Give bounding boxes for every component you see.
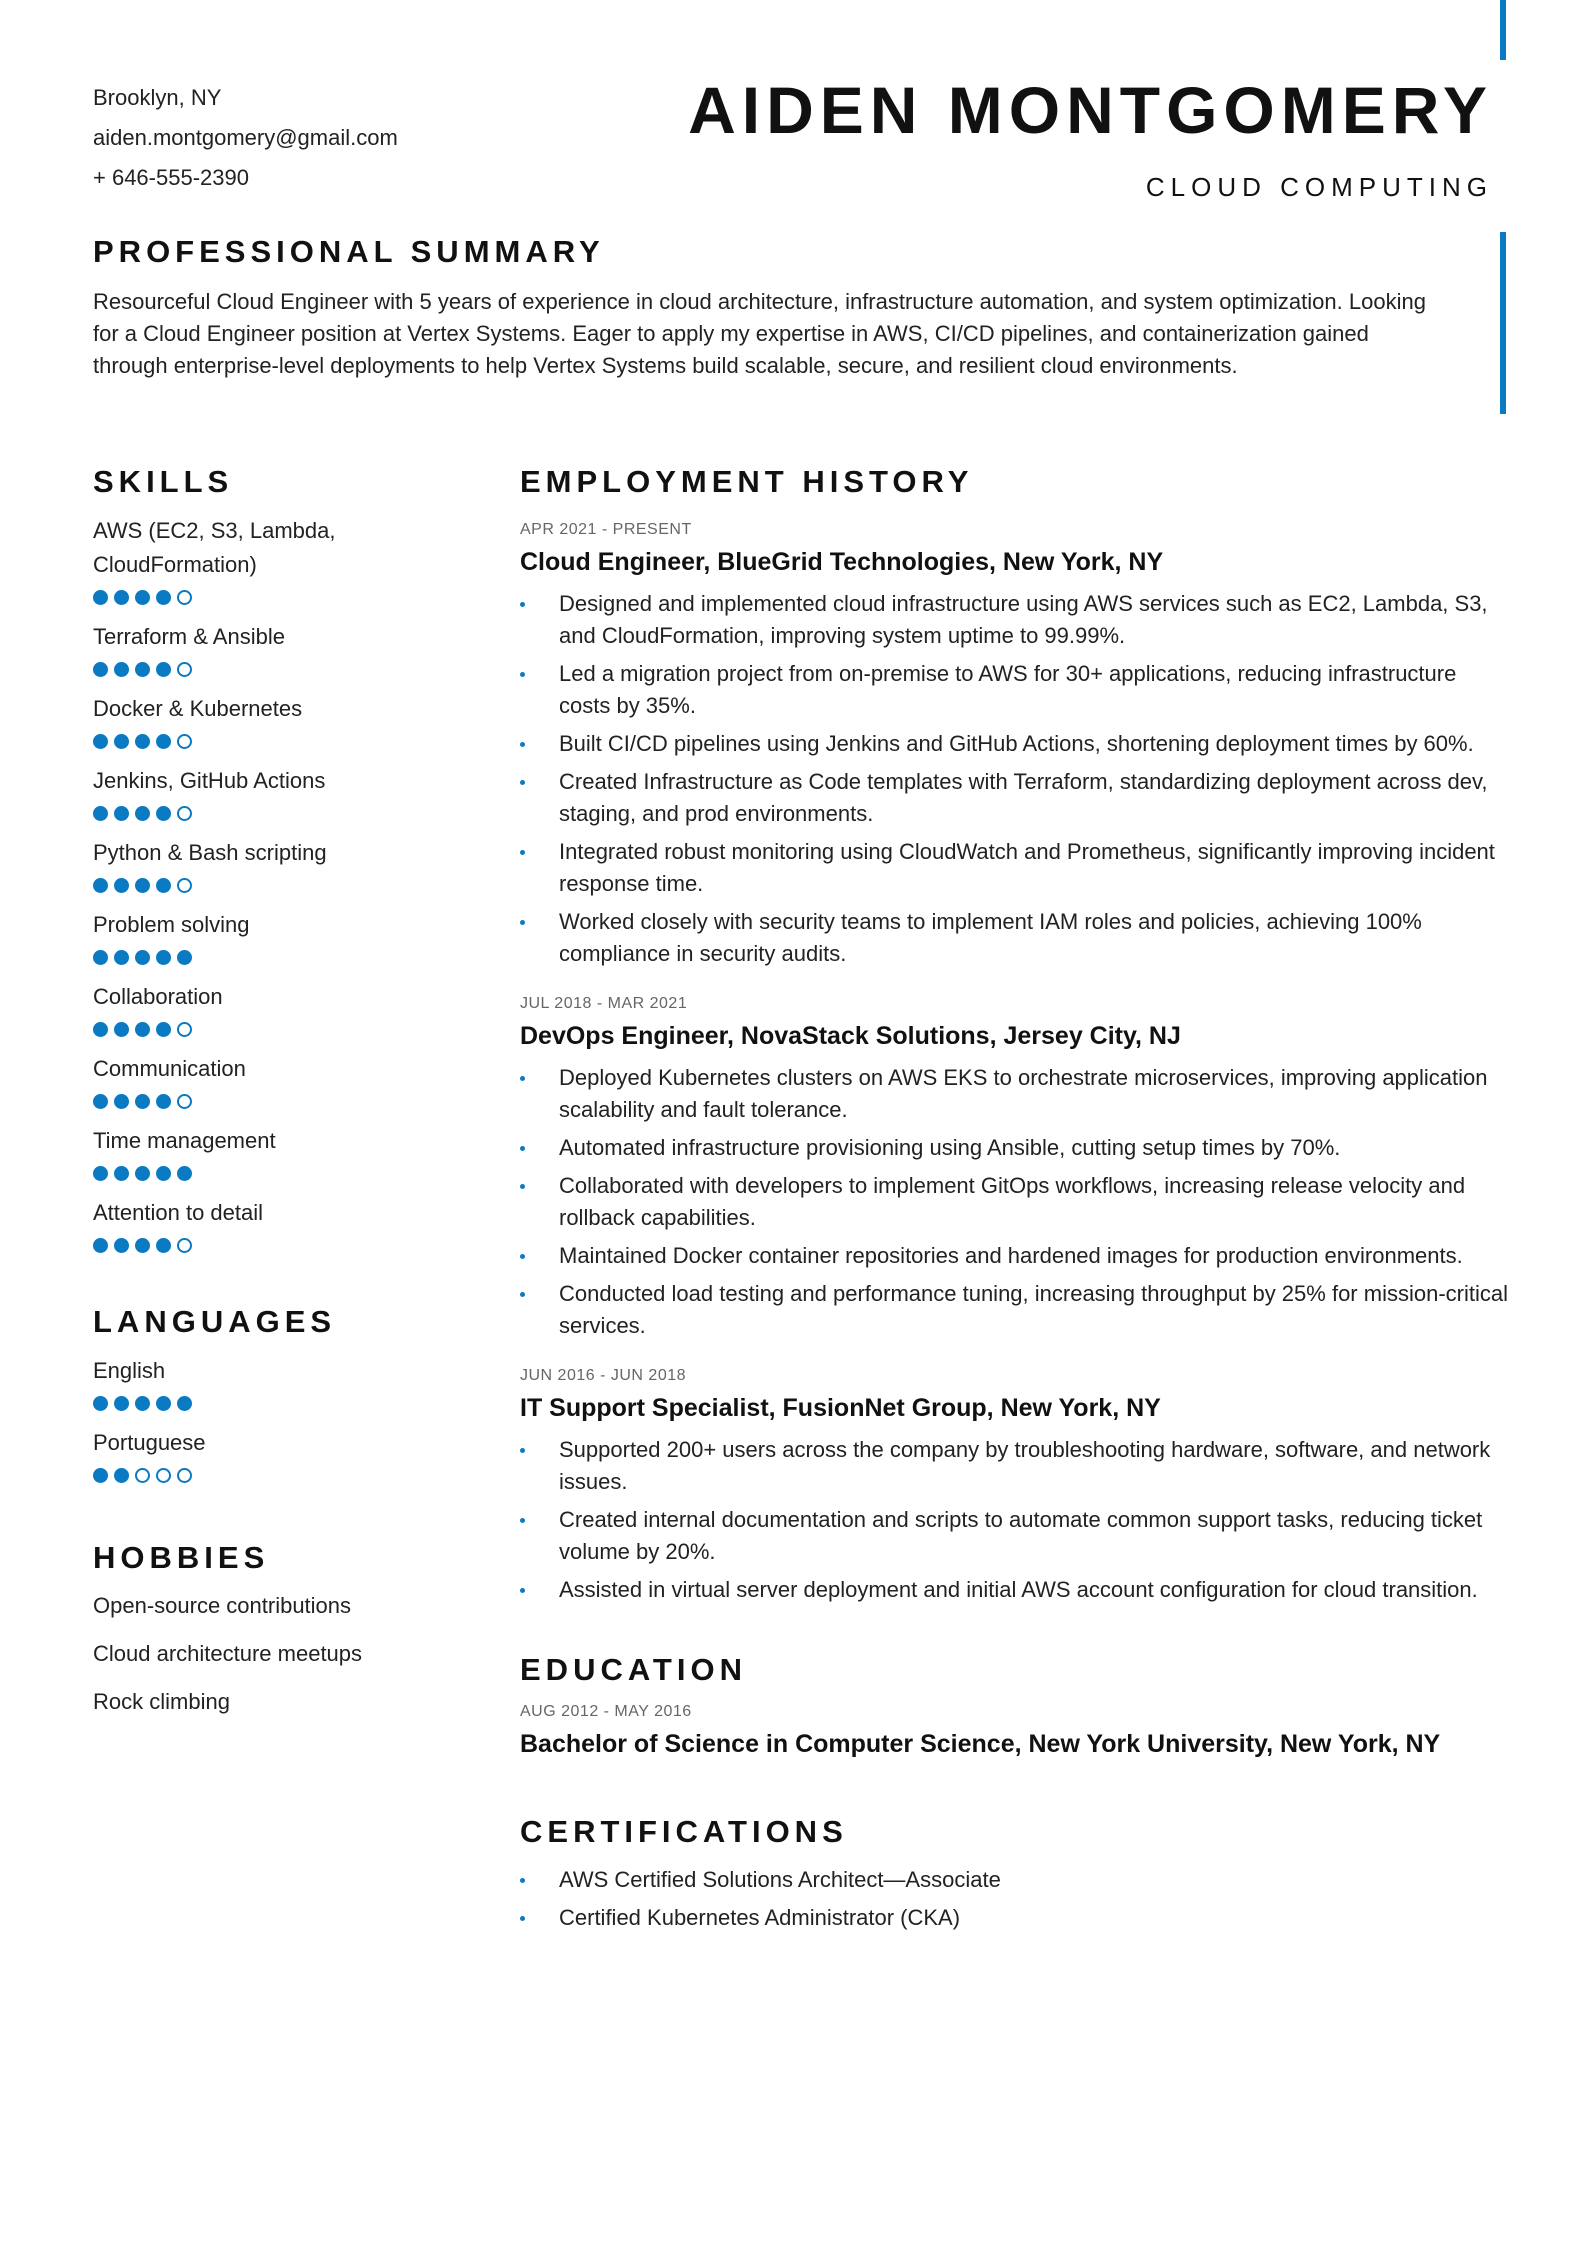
job-bullet: Created Infrastructure as Code templates with Terraform, standardizing deployment across dev, staging, and prod environments. <box>520 766 1510 830</box>
rating-dot-empty <box>177 1468 192 1483</box>
language-item-name: Portuguese <box>93 1430 206 1455</box>
hobbies-section <box>93 1538 453 1726</box>
job-bullet: Collaborated with developers to implement GitOps workflows, increasing release velocity and rollback capabilities. <box>520 1170 1510 1234</box>
hobby-item: Cloud architecture meetups <box>93 1641 363 1666</box>
skill-item-name: Problem solving <box>93 912 250 937</box>
skills-list <box>93 514 453 1256</box>
rating-dot-filled <box>156 734 171 749</box>
rating-dot-filled <box>156 878 171 893</box>
job-bullet: Designed and implemented cloud infrastructure using AWS services such as EC2, Lambda, S3, and CloudFormation, improving system uptime to 99.99%. <box>520 588 1510 652</box>
rating-dot-filled <box>177 950 192 965</box>
candidate-name: AIDEN MONTGOMERY <box>688 73 1493 147</box>
rating-dots <box>93 950 453 968</box>
contact-location: Brooklyn, NY <box>93 85 222 110</box>
skill-item-name: Docker & Kubernetes <box>93 696 303 721</box>
employment-section <box>520 462 1510 1606</box>
job-bullet: Assisted in virtual server deployment and initial AWS account configuration for cloud transition. <box>520 1574 1510 1606</box>
rating-dot-filled <box>156 1094 171 1109</box>
certifications-section <box>520 1812 1510 1934</box>
rating-dot-filled <box>93 662 108 677</box>
job-entry <box>520 518 1510 970</box>
rating-dot-filled <box>93 1468 108 1483</box>
hobby-item: Open-source contributions <box>93 1593 352 1618</box>
skills-heading: SKILLS <box>93 464 234 499</box>
rating-dots <box>93 1468 453 1486</box>
rating-dot-filled <box>114 806 129 821</box>
contact-info <box>93 78 398 198</box>
rating-dot-filled <box>114 1468 129 1483</box>
skill-item-name: Collaboration <box>93 984 223 1009</box>
rating-dot-filled <box>135 878 150 893</box>
education-heading: EDUCATION <box>520 1652 747 1687</box>
rating-dot-filled <box>93 1022 108 1037</box>
skill-item <box>93 908 453 968</box>
job-bullet: Conducted load testing and performance tuning, increasing throughput by 25% for mission-critical services. <box>520 1278 1510 1342</box>
rating-dots <box>93 1238 453 1256</box>
rating-dot-empty <box>177 806 192 821</box>
rating-dots <box>93 878 453 896</box>
rating-dot-filled <box>114 1238 129 1253</box>
rating-dot-empty <box>177 662 192 677</box>
job-entry <box>520 1364 1510 1606</box>
job-bullets <box>520 588 1510 970</box>
rating-dots <box>93 1166 453 1184</box>
certifications-heading: CERTIFICATIONS <box>520 1814 848 1849</box>
job-bullet: Worked closely with security teams to implement IAM roles and policies, achieving 100% compliance in security audits. <box>520 906 1510 970</box>
rating-dot-filled <box>114 950 129 965</box>
rating-dot-filled <box>156 1022 171 1037</box>
accent-bar-top <box>1500 0 1506 60</box>
rating-dot-empty <box>177 734 192 749</box>
rating-dot-filled <box>177 1166 192 1181</box>
skill-item <box>93 1124 453 1184</box>
rating-dots <box>93 1094 453 1112</box>
rating-dot-filled <box>114 590 129 605</box>
rating-dot-filled <box>156 1166 171 1181</box>
rating-dot-filled <box>114 734 129 749</box>
contact-phone[interactable]: + 646-555-2390 <box>93 165 249 190</box>
rating-dot-filled <box>156 950 171 965</box>
rating-dot-filled <box>156 1396 171 1411</box>
summary-text: Resourceful Cloud Engineer with 5 years of experience in cloud architecture, infrastructure automation, and system optimization. Looking for a Cloud Engineer position at Vertex Systems. Eager to apply my expertise in AWS, CI/CD pipelines, and containerization gained through enterprise-level deployments to help Vertex Systems build scalable, secure, and resilient cloud environments. <box>93 289 1426 378</box>
rating-dot-filled <box>156 662 171 677</box>
rating-dot-filled <box>93 878 108 893</box>
left-column <box>93 462 453 1726</box>
education-section <box>520 1650 1510 1762</box>
rating-dots <box>93 734 453 752</box>
job-dates: JUN 2016 - JUN 2018 <box>520 1367 687 1384</box>
rating-dot-filled <box>135 806 150 821</box>
rating-dot-filled <box>156 1238 171 1253</box>
rating-dot-empty <box>177 1022 192 1037</box>
hobby-item: Rock climbing <box>93 1689 230 1714</box>
job-title: Cloud Engineer, BlueGrid Technologies, New York, NY <box>520 548 1164 576</box>
certification-item: Certified Kubernetes Administrator (CKA) <box>520 1902 1510 1934</box>
skill-item-name: Attention to detail <box>93 1200 264 1225</box>
rating-dots <box>93 1396 453 1414</box>
right-column <box>520 462 1510 1940</box>
summary-section <box>93 232 1433 382</box>
education-entry <box>520 1700 1510 1762</box>
skill-item <box>93 620 453 680</box>
job-bullet: Integrated robust monitoring using CloudWatch and Prometheus, significantly improving incident response time. <box>520 836 1510 900</box>
job-bullets <box>520 1062 1510 1342</box>
job-bullet: Built CI/CD pipelines using Jenkins and GitHub Actions, shortening deployment times by 60%. <box>520 728 1510 760</box>
rating-dot-empty <box>177 1094 192 1109</box>
skill-item-name: Jenkins, GitHub Actions <box>93 768 326 793</box>
rating-dot-filled <box>114 878 129 893</box>
skill-item <box>93 692 453 752</box>
job-dates: JUL 2018 - MAR 2021 <box>520 995 688 1012</box>
rating-dot-filled <box>93 734 108 749</box>
skill-item <box>93 1052 453 1112</box>
jobs-list <box>520 518 1510 1606</box>
rating-dot-filled <box>177 1396 192 1411</box>
rating-dot-empty <box>156 1468 171 1483</box>
rating-dot-filled <box>135 950 150 965</box>
languages-list <box>93 1354 453 1486</box>
languages-heading: LANGUAGES <box>93 1304 337 1339</box>
language-item <box>93 1426 453 1486</box>
rating-dot-filled <box>93 1094 108 1109</box>
rating-dot-filled <box>156 590 171 605</box>
rating-dot-filled <box>156 806 171 821</box>
rating-dot-filled <box>114 662 129 677</box>
rating-dot-filled <box>135 734 150 749</box>
skill-item-name: Communication <box>93 1056 246 1081</box>
job-bullet: Maintained Docker container repositories and hardened images for production environments. <box>520 1240 1510 1272</box>
rating-dot-filled <box>114 1396 129 1411</box>
job-bullet: Automated infrastructure provisioning using Ansible, cutting setup times by 70%. <box>520 1132 1510 1164</box>
job-bullet: Deployed Kubernetes clusters on AWS EKS to orchestrate microservices, improving application scalability and fault tolerance. <box>520 1062 1510 1126</box>
rating-dot-filled <box>135 1238 150 1253</box>
skill-item-name: Python & Bash scripting <box>93 840 327 865</box>
candidate-title: CLOUD COMPUTING <box>1145 172 1493 202</box>
job-bullet: Led a migration project from on-premise to AWS for 30+ applications, reducing infrastructure costs by 35%. <box>520 658 1510 722</box>
rating-dots <box>93 662 453 680</box>
job-bullet: Created internal documentation and scripts to automate common support tasks, reducing ticket volume by 20%. <box>520 1504 1510 1568</box>
rating-dot-filled <box>114 1022 129 1037</box>
education-degree: Bachelor of Science in Computer Science, New York University, New York, NY <box>520 1730 1441 1758</box>
rating-dot-empty <box>177 1238 192 1253</box>
job-bullet: Supported 200+ users across the company by troubleshooting hardware, software, and network issues. <box>520 1434 1510 1498</box>
contact-email[interactable]: aiden.montgomery@gmail.com <box>93 125 398 150</box>
rating-dot-filled <box>135 1022 150 1037</box>
rating-dots <box>93 590 453 608</box>
rating-dot-filled <box>93 1396 108 1411</box>
rating-dot-filled <box>93 806 108 821</box>
rating-dot-filled <box>135 1166 150 1181</box>
rating-dot-filled <box>93 590 108 605</box>
job-bullets <box>520 1434 1510 1606</box>
job-entry <box>520 992 1510 1342</box>
rating-dot-filled <box>135 1094 150 1109</box>
skill-item <box>93 1196 453 1256</box>
skill-item-name: Terraform & Ansible <box>93 624 285 649</box>
skill-item <box>93 980 453 1040</box>
rating-dot-empty <box>177 878 192 893</box>
rating-dot-empty <box>135 1468 150 1483</box>
languages-section <box>93 1302 453 1486</box>
skill-item-name: Time management <box>93 1128 276 1153</box>
hobbies-heading: HOBBIES <box>93 1540 270 1575</box>
education-dates: AUG 2012 - MAY 2016 <box>520 1703 692 1720</box>
skill-item-name: AWS (EC2, S3, Lambda, CloudFormation) <box>93 518 336 577</box>
language-item <box>93 1354 453 1414</box>
job-title: DevOps Engineer, NovaStack Solutions, Jersey City, NJ <box>520 1022 1181 1050</box>
language-item-name: English <box>93 1358 166 1383</box>
accent-bar-summary <box>1500 232 1506 414</box>
rating-dots <box>93 806 453 824</box>
certifications-list <box>520 1864 1510 1934</box>
hobbies-list <box>93 1582 453 1726</box>
skills-section <box>93 462 453 1256</box>
rating-dot-filled <box>135 662 150 677</box>
rating-dot-filled <box>135 590 150 605</box>
rating-dot-filled <box>93 950 108 965</box>
rating-dot-filled <box>114 1166 129 1181</box>
rating-dot-empty <box>177 590 192 605</box>
skill-item <box>93 836 453 896</box>
certification-item: AWS Certified Solutions Architect—Associate <box>520 1864 1510 1896</box>
rating-dots <box>93 1022 453 1040</box>
summary-heading: PROFESSIONAL SUMMARY <box>93 234 605 269</box>
employment-heading: EMPLOYMENT HISTORY <box>520 464 974 499</box>
skill-item <box>93 514 453 608</box>
rating-dot-filled <box>93 1166 108 1181</box>
rating-dot-filled <box>114 1094 129 1109</box>
job-dates: APR 2021 - PRESENT <box>520 521 692 538</box>
rating-dot-filled <box>135 1396 150 1411</box>
job-title: IT Support Specialist, FusionNet Group, New York, NY <box>520 1394 1161 1422</box>
skill-item <box>93 764 453 824</box>
rating-dot-filled <box>93 1238 108 1253</box>
